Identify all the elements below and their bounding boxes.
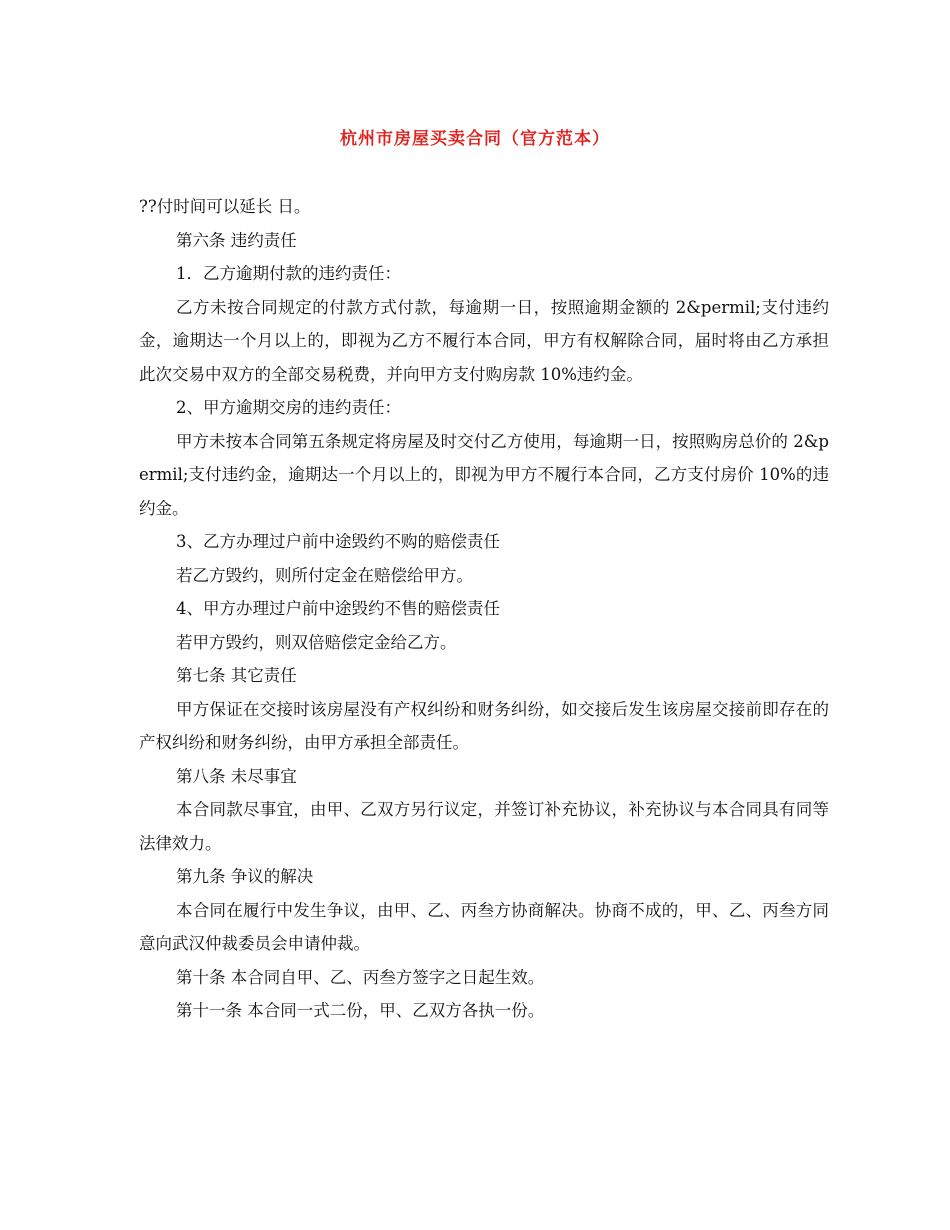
- section-heading: 第七条 其它责任: [176, 666, 297, 685]
- clause-heading: 3、乙方办理过户前中途毁约不购的赔偿责任: [176, 532, 500, 551]
- section-heading: 第九条 争议的解决: [176, 867, 314, 886]
- document-title: 杭州市房屋买卖合同（官方范本）: [340, 129, 610, 149]
- section-heading: 第八条 未尽事宜: [176, 766, 297, 786]
- section-heading: 第十一条 本合同一式二份，甲、乙双方各执一份。: [176, 1001, 545, 1020]
- paragraph: 本合同在履行中发生争议，由甲、乙、丙叁方协商解决。协商不成的，甲、乙、丙叁方同意向武汉仲裁委员会申请仲裁。: [139, 900, 829, 953]
- clause-heading: 4、甲方办理过户前中途毁约不售的赔偿责任: [176, 599, 500, 618]
- paragraph: 若乙方毁约，则所付定金在赔偿给甲方。: [176, 565, 473, 585]
- paragraph: 甲方未按本合同第五条规定将房屋及时交付乙方使用，每逾期一日，按照购房总价的 2&permil;支付违约金，逾期达一个月以上的，即视为甲方不履行本合同，乙方支付房价 10%的违约金。: [139, 431, 829, 518]
- paragraph: 乙方未按合同规定的付款方式付款，每逾期一日，按照逾期金额的 2&permil;支付违约金，逾期达一个月以上的，即视为乙方不履行本合同，甲方有权解除合同，届时将由乙方承担此次交易中双方的全部交易税费，并向甲方支付购房款 10%违约金。: [139, 297, 829, 384]
- paragraph: 甲方保证在交接时该房屋没有产权纠纷和财务纠纷，如交接后发生该房屋交接前即存在的产权纠纷和财务纠纷，由甲方承担全部责任。: [139, 699, 829, 752]
- paragraph: 若甲方毁约，则双倍赔偿定金给乙方。: [176, 632, 457, 652]
- paragraph: ??付时间可以延长 日。: [139, 197, 311, 216]
- clause-heading: 1．乙方逾期付款的违约责任：: [176, 264, 401, 283]
- clause-heading: 2、甲方逾期交房的违约责任：: [176, 398, 401, 417]
- document-body: [139, 190, 829, 1028]
- paragraph: 本合同款尽事宜，由甲、乙双方另行议定，并签订补充协议，补充协议与本合同具有同等法律效力。: [139, 800, 829, 853]
- section-heading: 第十条 本合同自甲、乙、丙叁方签字之日起生效。: [176, 967, 545, 987]
- section-heading: 第六条 违约责任: [176, 230, 297, 250]
